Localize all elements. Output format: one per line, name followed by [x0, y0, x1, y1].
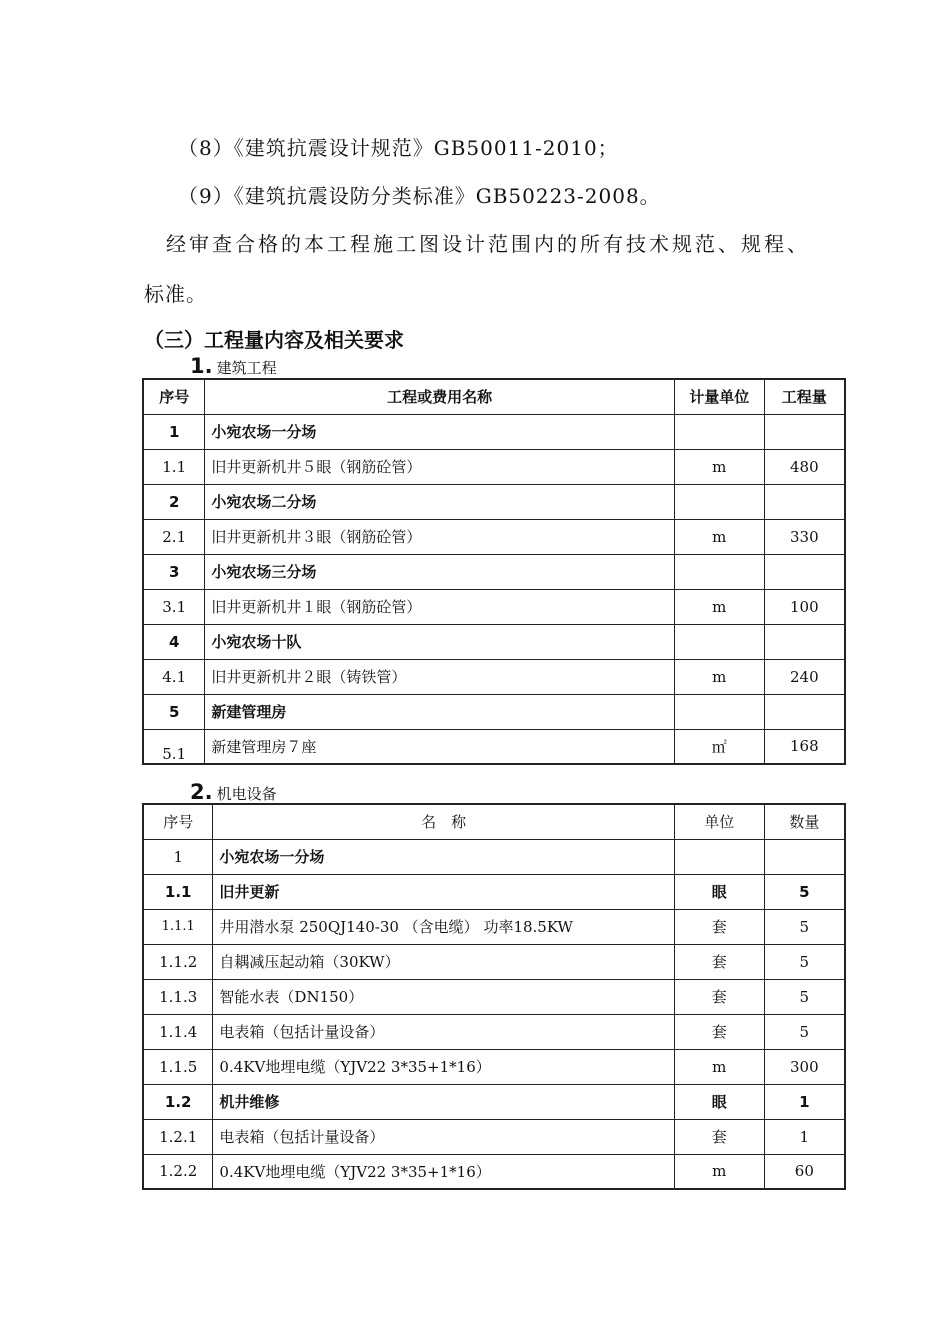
table-row	[143, 1154, 845, 1189]
cell-name: 旧井更新	[213, 874, 675, 909]
cell-unit: 套	[674, 1119, 764, 1154]
table-row	[143, 979, 845, 1014]
cell-name: 机井维修	[213, 1084, 675, 1119]
cell-qty: 1	[764, 1119, 845, 1154]
header-qty: 工程量	[764, 379, 845, 414]
cell-name: 旧井更新机井５眼（钢筋砼管）	[205, 449, 674, 484]
cell-name: 小宛农场一分场	[205, 414, 674, 449]
cell-unit: 眼	[674, 1084, 764, 1119]
cell-qty: 5	[764, 979, 845, 1014]
paragraph-standard-8: （8）《建筑抗震设计规范》GB50011-2010；	[178, 136, 619, 160]
table-row	[143, 659, 845, 694]
cell-unit: 套	[674, 909, 764, 944]
cell-qty: 100	[764, 589, 845, 624]
cell-qty	[764, 414, 845, 449]
cell-unit: m	[674, 519, 764, 554]
cell-unit	[674, 484, 764, 519]
table-header-row	[143, 804, 845, 839]
cell-no: 1.1.5	[143, 1049, 213, 1084]
paragraph-approved-standards-end: 标准。	[144, 282, 207, 306]
cell-no: 1.1.4	[143, 1014, 213, 1049]
cell-no: 1.1.3	[143, 979, 213, 1014]
table-row	[143, 554, 845, 589]
paragraph-standard-9: （9）《建筑抗震设防分类标准》GB50223-2008。	[178, 184, 661, 208]
cell-qty	[764, 484, 845, 519]
table-row	[143, 694, 845, 729]
table-row	[143, 944, 845, 979]
cell-name: 小宛农场二分场	[205, 484, 674, 519]
cell-unit: m	[674, 659, 764, 694]
table-row	[143, 1084, 845, 1119]
cell-qty	[764, 554, 845, 589]
header-qty: 数量	[764, 804, 845, 839]
cell-no: 1.2.1	[143, 1119, 213, 1154]
table-row	[143, 414, 845, 449]
cell-name: 小宛农场一分场	[213, 839, 675, 874]
header-name: 工程或费用名称	[205, 379, 674, 414]
cell-unit	[674, 839, 764, 874]
table-row	[143, 624, 845, 659]
cell-name: 井用潜水泵 250QJ140-30 （含电缆） 功率18.5KW	[213, 909, 675, 944]
cell-qty: 168	[764, 729, 845, 764]
cell-no: 4.1	[143, 659, 205, 694]
equipment-table	[142, 803, 846, 1190]
cell-unit: m	[674, 1154, 764, 1189]
cell-name: 自耦减压起动箱（30KW）	[213, 944, 675, 979]
cell-qty: 480	[764, 449, 845, 484]
table2-title: 机电设备	[216, 785, 277, 803]
header-unit: 计量单位	[674, 379, 764, 414]
cell-qty: 330	[764, 519, 845, 554]
cell-qty	[764, 694, 845, 729]
table-row	[143, 839, 845, 874]
cell-qty	[764, 839, 845, 874]
cell-no: 1.1.1	[143, 909, 213, 944]
table-row	[143, 909, 845, 944]
cell-name: 电表箱（包括计量设备）	[213, 1014, 675, 1049]
cell-no: 2.1	[143, 519, 205, 554]
cell-no: 5	[143, 694, 205, 729]
header-name: 名 称	[213, 804, 675, 839]
header-unit: 单位	[674, 804, 764, 839]
cell-name: 小宛农场十队	[205, 624, 674, 659]
cell-unit: m	[674, 449, 764, 484]
cell-unit	[674, 694, 764, 729]
header-no: 序号	[143, 804, 213, 839]
table-row	[143, 589, 845, 624]
table1-number: 1.	[190, 354, 213, 378]
cell-no: 1.2	[143, 1084, 213, 1119]
cell-unit: 套	[674, 944, 764, 979]
cell-no: 3.1	[143, 589, 205, 624]
cell-qty: 5	[764, 874, 845, 909]
cell-name: 电表箱（包括计量设备）	[213, 1119, 675, 1154]
table-row	[143, 1014, 845, 1049]
cell-no: 1	[143, 839, 213, 874]
table2-caption	[190, 780, 277, 804]
cell-name: 0.4KV地埋电缆（YJV22 3*35+1*16）	[213, 1049, 675, 1084]
cell-unit: ㎡	[674, 729, 764, 764]
cell-qty: 240	[764, 659, 845, 694]
cell-no: 4	[143, 624, 205, 659]
cell-unit: m	[674, 1049, 764, 1084]
cell-unit	[674, 624, 764, 659]
cell-qty	[764, 624, 845, 659]
table-row	[143, 484, 845, 519]
cell-name: 新建管理房７座	[205, 729, 674, 764]
table-row	[143, 1119, 845, 1154]
cell-name: 旧井更新机井２眼（铸铁管）	[205, 659, 674, 694]
cell-unit: 套	[674, 1014, 764, 1049]
header-no: 序号	[143, 379, 205, 414]
cell-no: 2	[143, 484, 205, 519]
table-row	[143, 449, 845, 484]
cell-no: 1.1	[143, 449, 205, 484]
cell-name: 旧井更新机井３眼（钢筋砼管）	[205, 519, 674, 554]
cell-qty: 5	[764, 909, 845, 944]
cell-name: 旧井更新机井１眼（钢筋砼管）	[205, 589, 674, 624]
table2-number: 2.	[190, 780, 213, 804]
table1-title: 建筑工程	[216, 359, 277, 377]
cell-unit	[674, 554, 764, 589]
table-header-row	[143, 379, 845, 414]
cell-no: 1.1.2	[143, 944, 213, 979]
cell-no: 5.1	[143, 729, 205, 764]
cell-unit: m	[674, 589, 764, 624]
table-row	[143, 519, 845, 554]
cell-unit	[674, 414, 764, 449]
cell-qty: 60	[764, 1154, 845, 1189]
table1-caption	[190, 354, 277, 378]
cell-name: 智能水表（DN150）	[213, 979, 675, 1014]
paragraph-approved-standards: 经审查合格的本工程施工图设计范围内的所有技术规范、规程、	[166, 232, 810, 256]
cell-no: 1.2.2	[143, 1154, 213, 1189]
cell-no: 1.1	[143, 874, 213, 909]
building-works-table	[142, 378, 846, 765]
cell-qty: 5	[764, 1014, 845, 1049]
section-heading: （三）工程量内容及相关要求	[144, 328, 404, 352]
cell-name: 小宛农场三分场	[205, 554, 674, 589]
cell-no: 1	[143, 414, 205, 449]
table-row	[143, 729, 845, 764]
cell-qty: 5	[764, 944, 845, 979]
table-row	[143, 1049, 845, 1084]
cell-name: 新建管理房	[205, 694, 674, 729]
cell-qty: 1	[764, 1084, 845, 1119]
cell-unit: 眼	[674, 874, 764, 909]
cell-unit: 套	[674, 979, 764, 1014]
table-row	[143, 874, 845, 909]
cell-name: 0.4KV地埋电缆（YJV22 3*35+1*16）	[213, 1154, 675, 1189]
cell-no: 3	[143, 554, 205, 589]
cell-qty: 300	[764, 1049, 845, 1084]
